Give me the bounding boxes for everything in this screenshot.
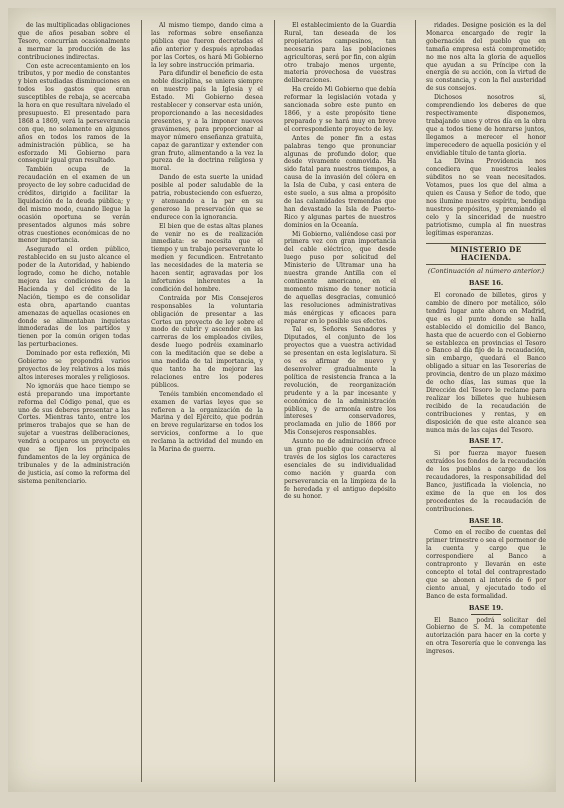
base-heading: BASE 17.	[426, 438, 546, 448]
paragraph: Antes de poner fin a estas palabras tengo que pronunciar algunas de profundo dolor, que desde vivamente conmovida. Ha sido fatal para nuestros tiempos, a causa de la invasión del cólera en la Isla de Cuba, y casi entera de este suelo, a sus alma a propósito de las calamidades tremendas que han devastado la Isla de Puerto-Rico y algunas partes de nuestros dominios en la Oceanía.	[284, 134, 396, 229]
paragraph: Ha creído Mi Gobierno que debía reformar la legislación votada y sancionada sobre este punto en 1866, y a este propósito tiene preparado y se hará muy en breve el correspondiente proyecto de ley.	[284, 86, 396, 133]
paragraph: Contraída por Mis Consejeros responsables la voluntaria obligación de presentar a las Cortes un proyecto de ley sobre el modo de cubrir y ascender en las carreras de los empleados civiles, desde luego podréis examinarlo con la meditación que se debe a una medida de tal importancia, y que tanto ha de mejorar las relaciones entre los poderes públicos.	[151, 294, 263, 389]
paragraph: Para difundir el beneficio de esta noble disciplina, se uniera siempre en nuestro país la Iglesia y el Estado. Mi Gobierno desea restablecer y conservar esta unión, proporcionando a las necesidades presentes, y a la imponer nuevos gravámenes, para proporcionar al mayor número enseñanza gratuita, capaz de garantizar y extender con gran fruto, alimentando a la vez la pureza de la doctrina religiosa y moral.	[151, 70, 263, 173]
column-4	[426, 22, 546, 782]
paragraph: Dominado por esta reflexión, Mi Gobierno se propondrá varios proyectos de ley relativos a los más altos intereses morales y religiosos.	[18, 350, 130, 381]
paragraph: de las multiplicadas obligaciones que de años pesaban sobre el Tesoro, concurrían ocasionalmente a mermar la producción de las contribuciones indirectas.	[18, 22, 130, 61]
paragraph: El bien que de estas altas planes de venir no es de realización inmediata: se necesita que el tiempo y un trabajo perseverante lo medien y fecundicen. Entretanto las necesidades de la materia se hacen sentir, agravadas por los infortunios inherentes a la condición del hombre.	[151, 222, 263, 293]
base-heading: BASE 18.	[426, 518, 546, 528]
paragraph: Asunto no de admiración ofrece un gran pueblo que conserva al través de los siglos los caracteres esenciales de su individualidad como nación y guarda con perseverancia en la limpieza de la fe heredada y el antiguo depósito de su honor.	[284, 438, 396, 501]
ministry-subtitle: (Continuación al número anterior.)	[427, 267, 545, 276]
base-heading: BASE 16.	[426, 280, 546, 290]
column-rule	[274, 20, 275, 782]
newspaper-page	[8, 8, 556, 792]
paragraph: También ocupa de la recaudación en el examen de un proyecto de ley sobre caducidad de créditos, dirigido a facilitar la liquidación de la deuda pública; y del mismo modo, cuando llegue la ocasión oportuna se verán presentados algunos más sobre otras cuestiones económicas de no menor importancia.	[18, 166, 130, 245]
paragraph: Dando de esta suerte la unidad posible al poder saludable de la patria, robusteciendo con esfuerzo, y atenuando a la par en su generoso la preservación que se endurece con la ignorancia.	[151, 174, 263, 221]
paragraph: Mi Gobierno, valiéndose casi por primera vez con gran importancia del cable eléctrico, que desde luego puso por solicitud del Ministerio de Ultramar una ha nuestra grande Antilla con el continente americano, en el momento mismo de tener noticia de aquellas desgracias, comunicó las resoluciones administrativas más enérgicas y eficaces para reparar en lo posible sus efectos.	[284, 230, 396, 325]
base-text: El coronado de billetes, giros y cambio de dinero por metálico, sólo tendrá lugar ante ahora en Madrid, que es el punto donde se halla establecido el domicilio del Banco, hasta que de acuerdo con el Gobierno se establezca en provincias el Tesoro o Banco al día fijo de la recaudación, sin embargo, quedará el Banco obligado a situar en las Tesorerías de provincia, dentro de un plazo máximo de ocho días, las sumas que la Dirección del Tesoro le reclame para realizar los billetes que hubiesen recibido de la recaudación de contribuciones y rentas, y en disposición de que este alcance sea nunca más de las cajas del Tesoro.	[426, 292, 546, 434]
paragraph: Asegurado el orden público, restablecido en su justo alcance el poder de la Autoridad, y habiendo logrado, como he dicho, notable mejora las condiciones de la Hacienda y del crédito de la Nación, tiempo es de consolidar esta obra, apartando cuantas amenazas de aquellas ocasiones en donde se alimentaban inquietas inmoderadas de los partidos y tienen por la común origen todas las perturbaciones.	[18, 246, 130, 349]
paragraph: ridades. Designe posición es la del Monarca encargado de regir la gobernación del pueblo que en tamaña empresa está comprometido; no me nos alta la gloria de aquellos que ayudan a su Príncipe con la energía de su acción, con la virtud de su constancia, y con la fiel austeridad de sus consejos.	[426, 22, 546, 93]
paragraph: La Divina Providencia nos concediera que nuestros leales súbditos no se vean necesitados. Votamos, pues los que del alma a quien es Causa y Señor de todo, que nos ilumine nuestro espíritu, bendiga nuestros propósitos, y premiando el celo y la sinceridad de nuestro patriotismo, cumpla al fin nuestras legítimas esperanzas.	[426, 158, 546, 237]
base-text: Como en el recibo de cuentas del primer trimestre o sea el pormenor de la cuenta y cargo que le correspondiere al Banco a contrapronto y llevarán en este concepto el total del contraprestado que se abonen al interés de 6 por ciento anual, y ejecutado todo el Banco de esta formalidad.	[426, 529, 546, 600]
column-rule	[141, 20, 142, 782]
paragraph: Al mismo tiempo, dando cima a las reformas sobre enseñanza pública que fueron decretadas el año anterior y después aprobadas por las Cortes, os hará Mi Gobierno la ley sobre instrucción primaria.	[151, 22, 263, 69]
base-text: Si por fuerza mayor fuesen extraídos los fondos de la recaudación de los pueblos a cargo de los recaudadores, la responsabilidad del Banco, justificada la violencia, no exime de la que en los dos procedentes de la recaudación de contribuciones.	[426, 450, 546, 513]
column-3	[284, 22, 396, 782]
column-rule	[415, 20, 416, 782]
base-heading: BASE 19.	[426, 605, 546, 615]
paragraph: No ignoráis que hace tiempo se está preparando una importante reforma del Código penal, que es uno de sus deberes presentar a las Cortes. Mientras tanto, entre los primeros trabajos que se han de sujetar a vuestras deliberaciones, vendrá a ocuparos un proyecto en que se fijen los principales fundamentos de la ley orgánica de tribunales y de la administración de justicia, así como la reforma del sistema penitenciario.	[18, 382, 130, 485]
paragraph: Tenéis también encomendado el examen de varias leyes que se refieren a la organización de la Marina y del Ejército, que podrán en breve regularizarse en todos los servicios, conforme a lo que reclama la actividad del mundo en la Marina de guerra.	[151, 390, 263, 454]
column-2	[151, 22, 263, 782]
base-text: El Banco podrá solicitar del Gobierno de S. M. la competente autorización para hacer en la corte y en otra Tesorería que le convenga las ingresos.	[426, 616, 546, 656]
ministry-heading: MINISTERIO DE HACIENDA.	[426, 243, 546, 265]
paragraph: Tal es, Señores Senadores y Diputados, el conjunto de los proyectos que a vuestra actividad se presentan en esta legislatura. Si os es afirmar de nuevo y desenvolver gradualmente la política de resistencia franca a la revolución, de reorganización prudente y a la par incesante y económica de la administración pública, y de armonía entre los intereses conservadores, proclamada en julio de 1866 por Mis Consejeros responsables.	[284, 326, 396, 437]
paragraph: Dichosos nosotros si, comprendiendo los deberes de que respectivamente disponemos, trabajando unos y otros día en la obra que a todos tiene de honrarse juntos, llegamos a merecer el honor imperecedero de aquella posición y el envidiable título de tanta gloria.	[426, 94, 546, 157]
column-1	[18, 22, 130, 782]
paragraph: El establecimiento de la Guardia Rural, tan deseada de los propietarios campesinos, tan necesaria para las poblaciones agricultoras, será por fin, con algún otro trabajo menos urgente, materia provechosa de vuestras deliberaciones.	[284, 22, 396, 85]
paragraph: Con este acrecentamiento en los tributos, y por medio de constantes y bien estudiadas disminuciones en todos los gastos que eran susceptibles de rebaja, se acercaba la hora en que resultara nivelado el presupuesto. El presentado para 1868 a 1869, verá la perseverancia con que, no solamente en algunos años en todos los ramos de la administración pública, se ha esforzado Mi Gobierno para conseguir igual gran resultado.	[18, 62, 130, 165]
